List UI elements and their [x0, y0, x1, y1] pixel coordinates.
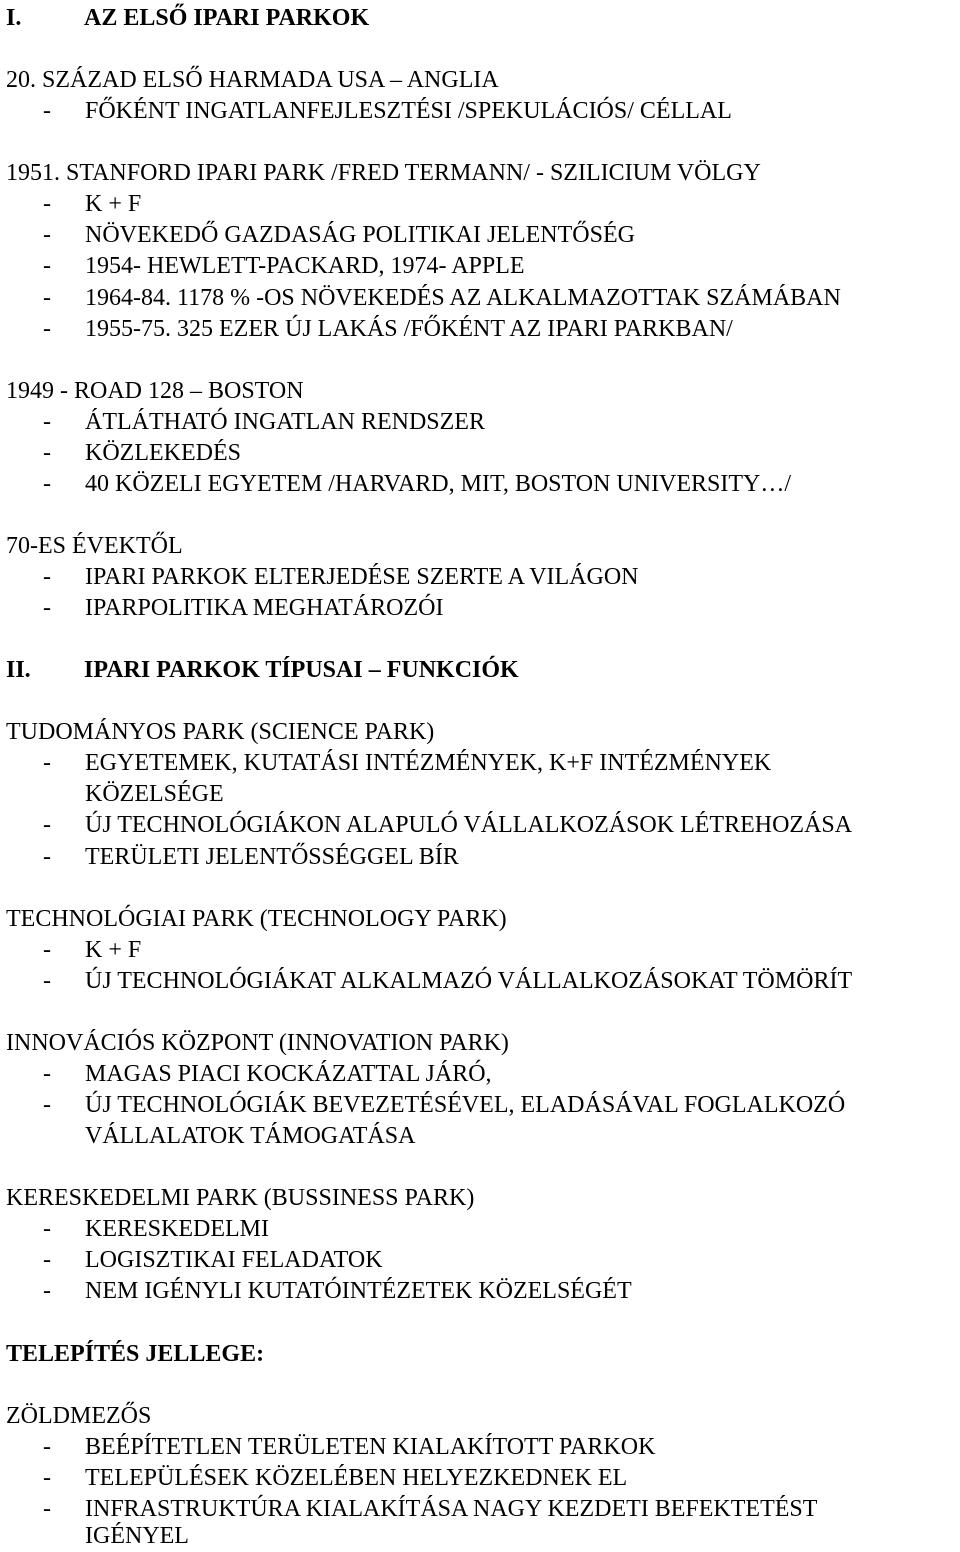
bullet-dash: - — [43, 1092, 51, 1118]
list-item-text: IPARI PARKOK ELTERJEDÉSE SZERTE A VILÁGON — [85, 564, 639, 590]
bullet-dash: - — [43, 1278, 51, 1304]
list-item-text: ÁTLÁTHATÓ INGATLAN RENDSZER — [85, 409, 485, 435]
list-item-text: BEÉPÍTETLEN TERÜLETEN KIALAKÍTOTT PARKOK — [85, 1434, 656, 1460]
list-item-text: NÖVEKEDŐ GAZDASÁG POLITIKAI JELENTŐSÉG — [85, 222, 635, 248]
bullet-dash: - — [43, 316, 51, 342]
list-item-text: TERÜLETI JELENTŐSSÉGGEL BÍR — [85, 844, 459, 870]
list-item-text: ÚJ TECHNOLÓGIÁK BEVEZETÉSÉVEL, ELADÁSÁVAL FOGLALKOZÓ — [85, 1092, 846, 1118]
list-item-text: MAGAS PIACI KOCKÁZATTAL JÁRÓ, — [85, 1061, 492, 1087]
list-item-text: 1955-75. 325 EZER ÚJ LAKÁS /FŐKÉNT AZ IPARI PARKBAN/ — [85, 316, 733, 342]
bullet-dash: - — [43, 844, 51, 870]
block-heading: ZÖLDMEZŐS — [6, 1403, 152, 1429]
list-item-text: 1954- HEWLETT-PACKARD, 1974- APPLE — [85, 253, 525, 279]
bullet-dash: - — [43, 222, 51, 248]
list-item-text: KÖZLEKEDÉS — [85, 440, 241, 466]
list-item-text: TELEPÜLÉSEK KÖZELÉBEN HELYEZKEDNEK EL — [85, 1465, 628, 1491]
bullet-dash: - — [43, 937, 51, 963]
list-item-text: LOGISZTIKAI FELADATOK — [85, 1247, 383, 1273]
list-item-text: 1964-84. 1178 % -OS NÖVEKEDÉS AZ ALKALMAZOTTAK SZÁMÁBAN — [85, 285, 841, 311]
bullet-dash: - — [43, 1061, 51, 1087]
bullet-dash: - — [43, 98, 51, 124]
bullet-dash: - — [43, 440, 51, 466]
bullet-dash: - — [43, 750, 51, 776]
list-item-text: FŐKÉNT INGATLANFEJLESZTÉSI /SPEKULÁCIÓS/ CÉLLAL — [85, 98, 732, 124]
list-item-text: ÚJ TECHNOLÓGIÁKAT ALKALMAZÓ VÁLLALKOZÁSOKAT TÖMÖRÍT — [85, 968, 853, 994]
bullet-dash: - — [43, 1216, 51, 1242]
block-heading: 20. SZÁZAD ELSŐ HARMADA USA – ANGLIA — [6, 67, 499, 93]
bullet-dash: - — [43, 812, 51, 838]
bullet-dash: - — [43, 253, 51, 279]
bullet-dash: - — [43, 1247, 51, 1273]
block-heading: 1949 - ROAD 128 – BOSTON — [6, 378, 304, 404]
list-item-continuation: IGÉNYEL — [85, 1523, 189, 1549]
block-heading: INNOVÁCIÓS KÖZPONT (INNOVATION PARK) — [6, 1030, 509, 1056]
bullet-dash: - — [43, 285, 51, 311]
list-item-text: INFRASTRUKTÚRA KIALAKÍTÁSA NAGY KEZDETI BEFEKTETÉST — [85, 1496, 818, 1522]
list-item-text: IPARPOLITIKA MEGHATÁROZÓI — [85, 595, 444, 621]
block-heading: KERESKEDELMI PARK (BUSSINESS PARK) — [6, 1185, 475, 1211]
list-item-text: KERESKEDELMI — [85, 1216, 269, 1242]
bullet-dash: - — [43, 409, 51, 435]
section-title: IPARI PARKOK TÍPUSAI – FUNKCIÓK — [84, 657, 519, 683]
bullet-dash: - — [43, 1465, 51, 1491]
bullet-dash: - — [43, 1434, 51, 1460]
section-number: I. — [6, 5, 22, 31]
list-item-continuation: KÖZELSÉGE — [85, 781, 224, 807]
list-item-text: NEM IGÉNYLI KUTATÓINTÉZETEK KÖZELSÉGÉT — [85, 1278, 632, 1304]
list-item-text: K + F — [85, 937, 142, 963]
bullet-dash: - — [43, 968, 51, 994]
block-heading: 70-ES ÉVEKTŐL — [6, 533, 183, 559]
bullet-dash: - — [43, 564, 51, 590]
bullet-dash: - — [43, 1496, 51, 1522]
list-item-text: K + F — [85, 191, 142, 217]
block-heading: TUDOMÁNYOS PARK (SCIENCE PARK) — [6, 719, 435, 745]
list-item-text: 40 KÖZELI EGYETEM /HARVARD, MIT, BOSTON UNIVERSITY…/ — [85, 471, 792, 497]
list-item-continuation: VÁLLALATOK TÁMOGATÁSA — [85, 1123, 416, 1149]
bullet-dash: - — [43, 191, 51, 217]
list-item-text: EGYETEMEK, KUTATÁSI INTÉZMÉNYEK, K+F INTÉZMÉNYEK — [85, 750, 772, 776]
bullet-dash: - — [43, 595, 51, 621]
block-heading: 1951. STANFORD IPARI PARK /FRED TERMANN/ - SZILICIUM VÖLGY — [6, 160, 761, 186]
section-heading-3: TELEPÍTÉS JELLEGE: — [6, 1341, 265, 1367]
section-title: AZ ELSŐ IPARI PARKOK — [84, 5, 370, 31]
list-item-text: ÚJ TECHNOLÓGIÁKON ALAPULÓ VÁLLALKOZÁSOK LÉTREHOZÁSA — [85, 812, 853, 838]
bullet-dash: - — [43, 471, 51, 497]
block-heading: TECHNOLÓGIAI PARK (TECHNOLOGY PARK) — [6, 906, 507, 932]
section-number: II. — [6, 657, 31, 683]
